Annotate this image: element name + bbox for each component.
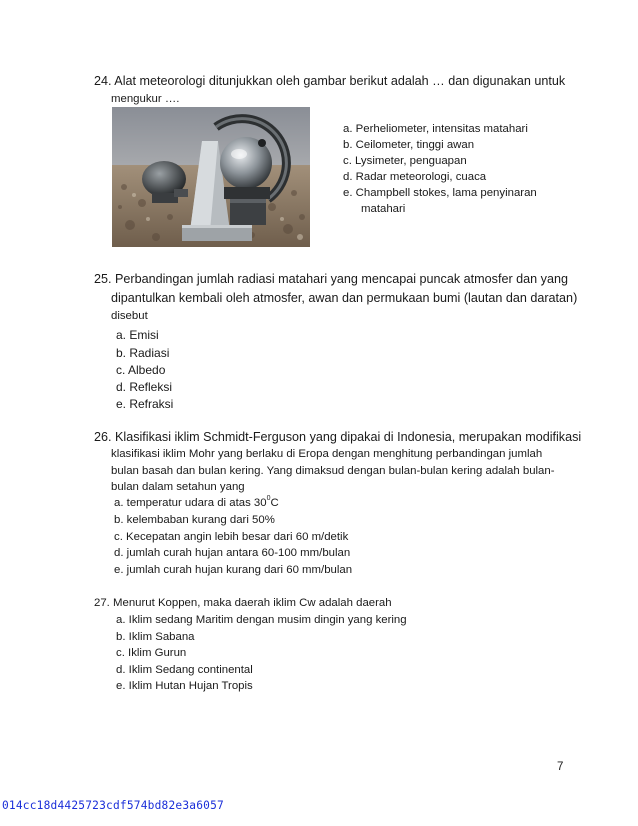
q27-option-d: d. Iklim Sedang continental [116, 664, 253, 676]
q25-option-c: c. Albedo [116, 363, 166, 377]
q26-option-a-text: a. temperatur udara di atas 30 [114, 497, 267, 509]
q26-option-a [114, 497, 279, 509]
q26-option-d: d. jumlah curah hujan antara 60-100 mm/bulan [114, 547, 351, 559]
q24-option-b: b. Ceilometer, tinggi awan [343, 139, 475, 151]
q26-stem-line1: 26. Klasifikasi iklim Schmidt-Ferguson yang dipakai di Indonesia, merupakan modifikasi [94, 430, 582, 444]
q25-stem-line1: 25. Perbandingan jumlah radiasi matahari yang mencapai puncak atmosfer dan yang [94, 272, 568, 286]
document-hash: 014cc18d4425723cdf574bd82e3a6057 [2, 799, 224, 812]
page-number: 7 [557, 761, 564, 773]
q25-stem-line2: dipantulkan kembali oleh atmosfer, awan dan permukaan bumi (lautan dan daratan) [111, 291, 578, 305]
q24-option-c: c. Lysimeter, penguapan [343, 155, 467, 167]
q27-option-c: c. Iklim Gurun [116, 647, 187, 659]
q26-option-c: c. Kecepatan angin lebih besar dari 60 m/detik [114, 531, 349, 543]
q25-option-a: a. Emisi [116, 328, 159, 342]
q24-stem-line1: 24. Alat meteorologi ditunjukkan oleh gambar berikut adalah … dan digunakan untuk [94, 74, 566, 88]
q24-option-a: a. Perheliometer, intensitas matahari [343, 123, 528, 135]
q24-option-d: d. Radar meteorologi, cuaca [343, 171, 487, 183]
q24-stem-line2: mengukur …. [111, 93, 180, 105]
q26-stem-line2: klasifikasi iklim Mohr yang berlaku di Eropa dengan menghitung perbandingan jumlah [111, 448, 543, 460]
q26-stem-line4: bulan dalam setahun yang [111, 481, 245, 493]
q26-option-b: b. kelembaban kurang dari 50% [114, 514, 275, 526]
q25-stem-line3: disebut [111, 310, 148, 322]
q26-option-a-unit: C [270, 497, 279, 509]
q26-stem-line3: bulan basah dan bulan kering. Yang dimaksud dengan bulan-bulan kering adalah bulan- [111, 465, 555, 477]
q25-option-d: d. Refleksi [116, 380, 173, 394]
q27-option-b: b. Iklim Sabana [116, 631, 195, 643]
q27-option-e: e. Iklim Hutan Hujan Tropis [116, 680, 253, 692]
q25-option-e: e. Refraksi [116, 397, 174, 411]
instrument-photo [112, 107, 310, 247]
q25-option-b: b. Radiasi [116, 346, 170, 360]
q27-option-a: a. Iklim sedang Maritim dengan musim dingin yang kering [116, 614, 407, 626]
q26-option-a-superscript: 0 [266, 495, 271, 503]
q26-option-e: e. jumlah curah hujan kurang dari 60 mm/bulan [114, 564, 353, 576]
q24-option-e-continued: matahari [361, 203, 406, 215]
instrument-photo-image [112, 107, 310, 247]
q24-option-e: e. Champbell stokes, lama penyinaran [343, 187, 537, 199]
q27-stem-line1: 27. Menurut Koppen, maka daerah iklim Cw adalah daerah [94, 597, 392, 609]
